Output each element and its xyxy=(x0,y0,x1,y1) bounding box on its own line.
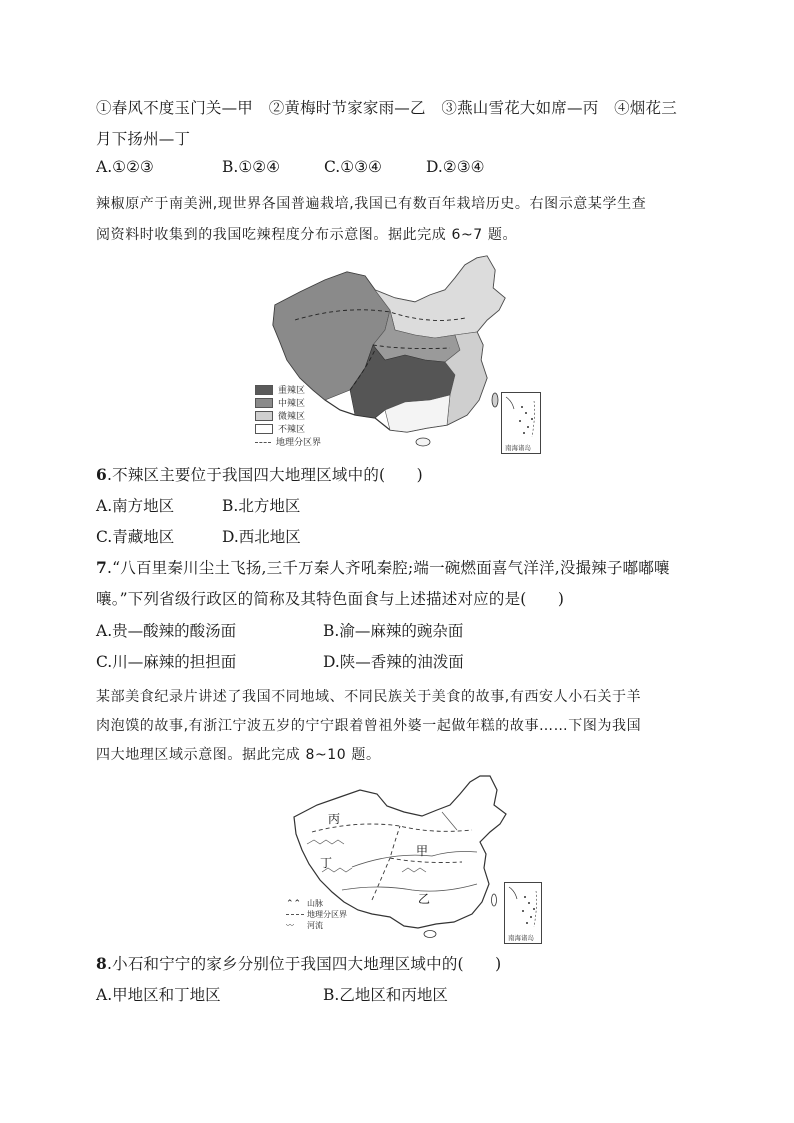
legend-label: 不辣区 xyxy=(278,425,306,435)
legend-item-medium xyxy=(255,396,321,409)
q5-choice-d: D.②③④ xyxy=(426,158,485,176)
q8-number: 8 xyxy=(96,954,107,973)
taiwan-island xyxy=(492,894,497,906)
zone-mild-north xyxy=(375,256,505,338)
regions-map xyxy=(282,772,544,948)
passage2-line3: 四大地理区域示意图。据此完成 8~10 题。 xyxy=(96,747,381,763)
q6-stem-text: .不辣区主要位于我国四大地理区域中的( ) xyxy=(107,466,423,484)
q5-options-line2: 月下扬州—丁 xyxy=(96,130,191,148)
legend-dash xyxy=(286,914,304,915)
q8-stem xyxy=(96,952,501,974)
south-china-sea-inset xyxy=(504,882,542,944)
legend-dash xyxy=(255,442,271,443)
q6-choice-c: C.青藏地区 xyxy=(96,528,175,546)
q6-number: 6 xyxy=(96,465,107,484)
q5-options-line1: ①春风不度玉门关—甲 ②黄梅时节家家雨—乙 ③燕山雪花大如席—丙 ④烟花三 xyxy=(96,99,677,117)
q6-choice-d: D.西北地区 xyxy=(222,528,301,546)
legend-item-none xyxy=(255,422,321,435)
q6-stem xyxy=(96,463,423,485)
inset-islands xyxy=(505,883,541,933)
inset-islands xyxy=(502,393,540,443)
hainan-island xyxy=(424,931,436,938)
taiwan-island xyxy=(492,393,498,407)
q7-choice-c: C.川—麻辣的担担面 xyxy=(96,653,237,671)
passage2-line1: 某部美食纪录片讲述了我国不同地域、不同民族关于美食的故事,有西安人小石关于羊 xyxy=(96,689,642,705)
inset-label: 南海诸岛 xyxy=(505,444,531,452)
hainan-island xyxy=(416,438,430,446)
spiciness-map xyxy=(255,250,545,455)
legend-swatch xyxy=(255,398,273,408)
inset-label: 南海诸岛 xyxy=(508,934,534,942)
passage1-line2: 阅资料时收集到的我国吃辣程度分布示意图。据此完成 6~7 题。 xyxy=(96,227,518,243)
legend-label: 地理分区界 xyxy=(307,910,347,919)
legend-item-boundary xyxy=(286,909,347,920)
q5-choice-c: C.①③④ xyxy=(324,158,382,176)
q7-choice-b: B.渝—麻辣的豌杂面 xyxy=(323,622,464,640)
legend-label: 微辣区 xyxy=(278,412,306,422)
q8-choice-a: A.甲地区和丁地区 xyxy=(96,986,221,1004)
region-label-ding: 丁 xyxy=(320,856,333,870)
river-icon: 〰 xyxy=(286,921,294,930)
q8-choice-b: B.乙地区和丙地区 xyxy=(323,986,448,1004)
legend-swatch xyxy=(255,385,273,395)
q5-choice-a: A.①②③ xyxy=(96,158,154,176)
legend-label: 河流 xyxy=(307,921,323,930)
legend-item-boundary xyxy=(255,435,321,448)
q8-stem-text: .小石和宁宁的家乡分别位于我国四大地理区域中的( ) xyxy=(107,955,502,973)
q7-stem-text: .“八百里秦川尘土飞扬,三千万秦人齐吼秦腔;端一碗燃面喜气洋洋,没撮辣子嘟嘟嚷 xyxy=(107,559,670,577)
legend-item-river xyxy=(286,920,347,931)
region-label-bing: 丙 xyxy=(328,812,341,826)
q7-choice-a: A.贵—酸辣的酸汤面 xyxy=(96,622,237,640)
south-china-sea-inset xyxy=(501,392,541,454)
region-label-yi: 乙 xyxy=(418,892,431,906)
q7-stem-line1 xyxy=(96,556,670,578)
passage1-line1: 辣椒原产于南美洲,现世界各国普遍栽培,我国已有数百年栽培历史。右图示意某学生查 xyxy=(96,196,647,212)
legend-item-mild xyxy=(255,409,321,422)
legend-label: 地理分区界 xyxy=(276,438,322,448)
q6-choice-b: B.北方地区 xyxy=(222,497,301,515)
q7-stem-line2: 嚷。”下列省级行政区的简称及其特色面食与上述描述对应的是( ) xyxy=(96,590,565,608)
mountain-icon: ⌃⌃ xyxy=(286,898,302,909)
q6-choice-a: A.南方地区 xyxy=(96,497,175,515)
region-label-jia: 甲 xyxy=(416,844,429,858)
legend-swatch xyxy=(255,411,273,421)
legend-swatch xyxy=(255,424,273,434)
legend-label: 山脉 xyxy=(307,899,323,908)
q7-number: 7 xyxy=(96,558,107,577)
passage2-line2: 肉泡馍的故事,有浙江宁波五岁的宁宁跟着曾祖外婆一起做年糕的故事……下图为我国 xyxy=(96,718,642,734)
q5-choice-b: B.①②④ xyxy=(222,158,281,176)
regions-map-legend xyxy=(286,898,347,931)
q7-choice-d: D.陕—香辣的油泼面 xyxy=(323,653,464,671)
legend-item-heavy xyxy=(255,383,321,396)
spiciness-map-legend xyxy=(255,383,321,448)
legend-label: 重辣区 xyxy=(278,386,306,396)
legend-label: 中辣区 xyxy=(278,399,306,409)
legend-item-mountain xyxy=(286,898,347,909)
